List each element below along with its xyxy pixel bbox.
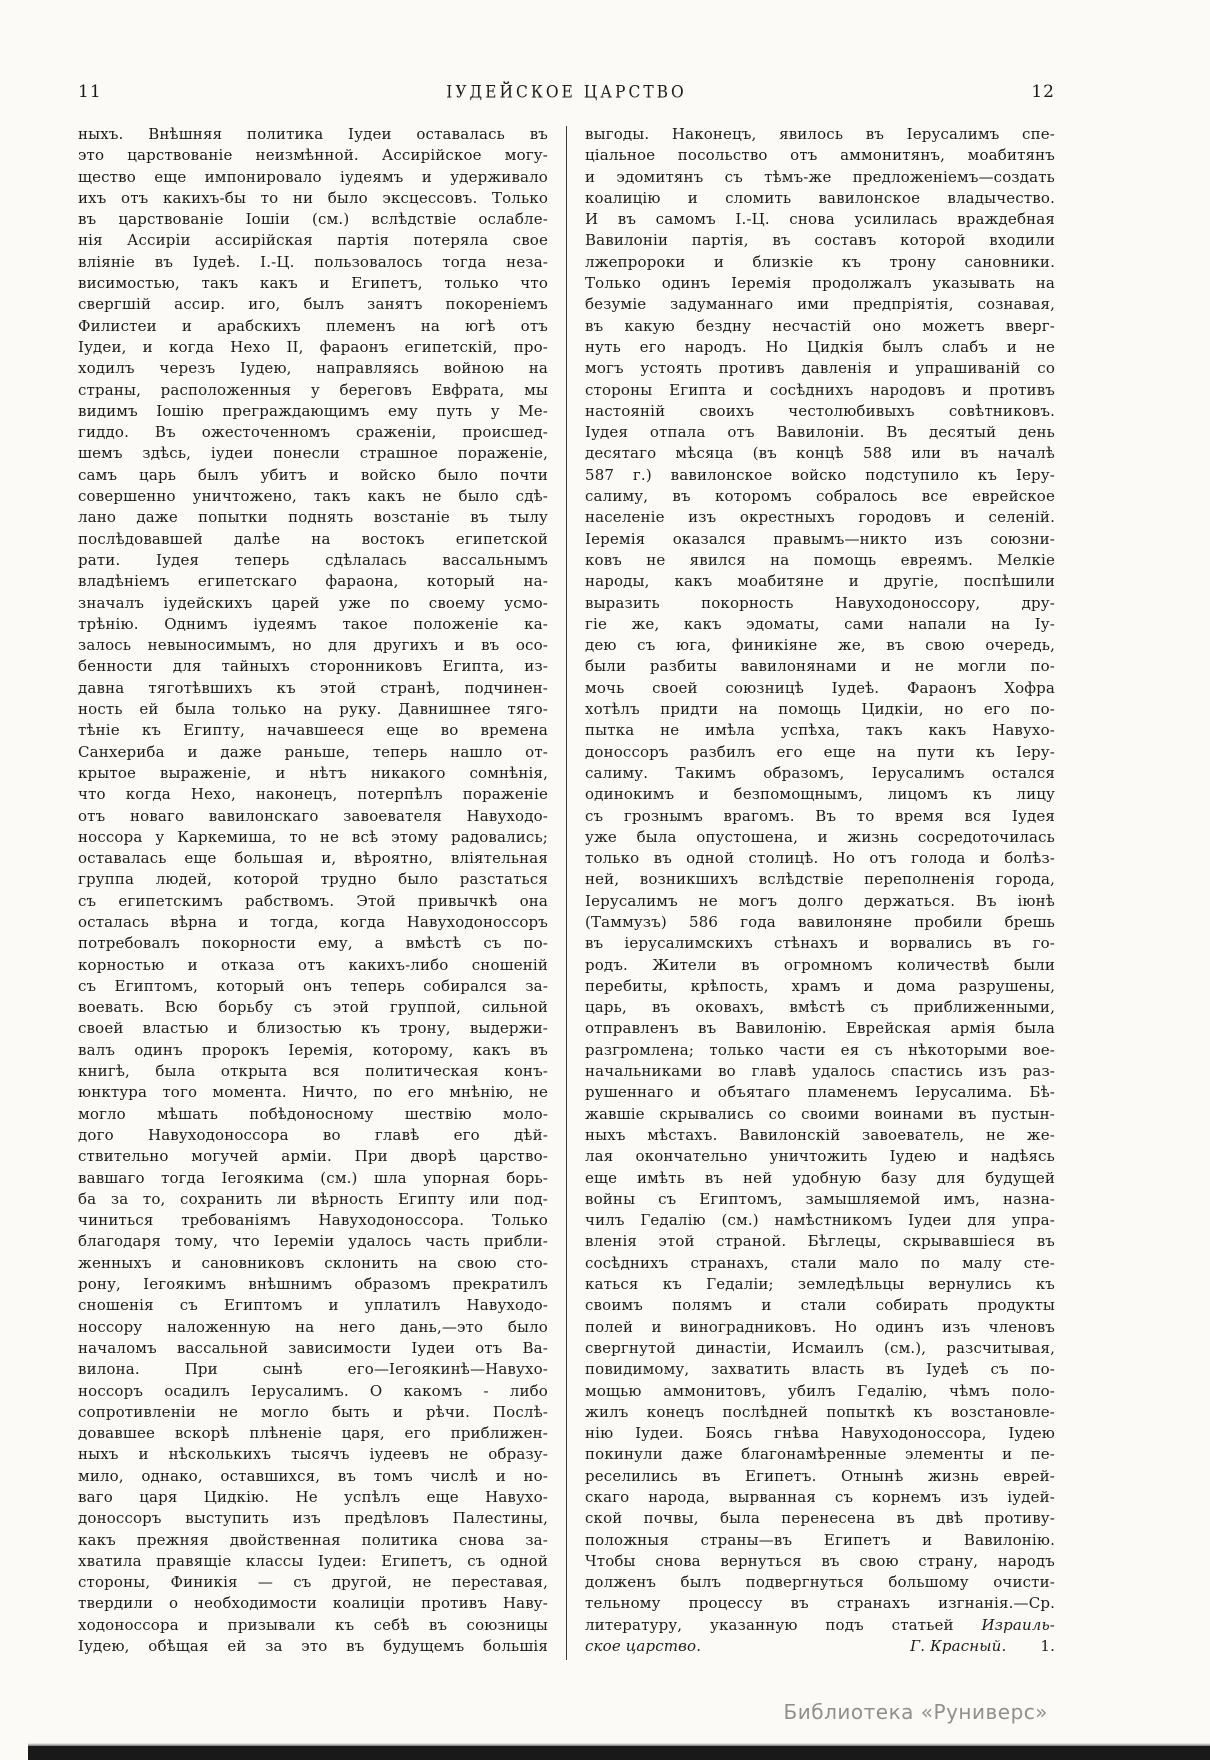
text-line: Вавилоніи партія, въ составъ которой входили (585, 231, 1055, 250)
text-line: твердили о необходимости коалиціи противъ Наву- (78, 1594, 548, 1613)
text-line: были разбиты вавилонянами и не могли по- (585, 657, 1055, 676)
text-line: лая окончательно уничтожить Іудею и надѣясь (585, 1147, 1055, 1166)
text-line: залось невыносимымъ, но для другихъ и въ осо- (78, 636, 548, 655)
text-line: родъ. Жители въ огромномъ количествѣ были (585, 955, 1055, 974)
text-line: чилъ Гедалію (см.) намѣстникомъ Іудеи для упра- (585, 1211, 1055, 1230)
text-line: ствительно могучей арміи. При дворѣ царство- (78, 1147, 548, 1166)
text-line: жавшіе скрывались со своими воинами въ пустын- (585, 1104, 1055, 1123)
text-line: юнктура того момента. Ничто, по его мнѣнію, не (78, 1083, 548, 1102)
text-line: Санхериба и даже раньше, теперь нашло от- (78, 742, 548, 761)
text-line: Чтобы снова вернуться въ свою страну, народъ (585, 1551, 1055, 1570)
text-line: войны съ Египтомъ, замышляемой имъ, назна- (585, 1189, 1055, 1208)
text-line: послѣдовавшей далѣе на востокъ египетской (78, 529, 548, 548)
text-line: скаго народа, вырванная съ корнемъ изъ іудей- (585, 1488, 1055, 1506)
referenced-article-title-part2: ское царство. (585, 1637, 702, 1656)
text-line: коалицію и сломить вавилонское владычество. (585, 188, 1055, 207)
text-line: трѣнію. Однимъ іудеямъ такое положеніе ка- (78, 614, 548, 633)
text-line: ваго царя Цидкію. Не успѣлъ еще Навухо- (78, 1488, 548, 1506)
text-line: въ іерусалимскихъ стѣнахъ и ворвались въ го- (585, 934, 1055, 953)
text-line: осталась вѣрна и тогда, когда Навуходоноссоръ (78, 912, 548, 931)
text-line: владѣніемъ египетскаго фараона, который на- (78, 572, 548, 591)
text-line: только въ одной столицѣ. Но отъ голода и болѣз- (585, 849, 1055, 868)
author-signature: Г. Красный. (910, 1637, 1007, 1656)
text-line: отправленъ въ Вавилонію. Еврейская армія была (585, 1019, 1055, 1038)
text-line: свергнутой династіи, Исмаилъ (см.), разсчитывая, (585, 1338, 1055, 1357)
text-line: съ египетскимъ рабствомъ. Этой привычкѣ она (78, 891, 548, 910)
text-line: пытка не имѣла успѣха, такъ какъ Навухо- (585, 721, 1055, 740)
right-column-lines (585, 124, 1055, 1615)
text-line: какъ прежняя двойственная политика снова за- (78, 1530, 548, 1549)
page-number-right: 12 (1031, 82, 1055, 102)
text-line: населеніе изъ окрестныхъ городовъ и селеній. (585, 508, 1055, 527)
text-line: могло мѣшать побѣдоносному шествію моло- (78, 1104, 548, 1123)
text-line: Іудеи, и когда Нехо II, фараонъ египетскій, про- (78, 337, 548, 356)
text-line: гиддо. Въ ожесточенномъ сраженіи, происшед- (78, 423, 548, 442)
text-line: своимъ полямъ и стали собирать продукты (585, 1296, 1055, 1315)
text-line: самъ царь былъ убитъ и войско было почти (78, 465, 548, 484)
literature-reference-text: литературу, указанную подъ статьей (585, 1615, 982, 1634)
text-line: ковъ не явился на помощь евреямъ. Мелкіе (585, 550, 1055, 569)
text-line: уже была опустошена, и жизнь сосредоточилась (585, 827, 1055, 846)
text-line: одинокимъ и безпомощнымъ, лицомъ къ лицу (585, 785, 1055, 804)
text-line: и эдомитянъ съ тѣмъ-же предложеніемъ—создать (585, 167, 1055, 186)
text-line: доноссоръ выступить изъ предѣловъ Палестины, (78, 1509, 548, 1528)
text-line: ней, возникшихъ вслѣдствіе переполненія города, (585, 870, 1055, 889)
text-line: съ Египтомъ, который онъ теперь собирался за- (78, 976, 548, 995)
text-line: ность ей была только на руку. Давнишнее тяго- (78, 700, 548, 719)
text-line: (Таммузъ) 586 года вавилоняне пробили брешь (585, 912, 1055, 931)
column-gap (548, 124, 585, 1657)
text-line: видимъ Іошію преграждающимъ ему путь у Ме- (78, 401, 548, 420)
text-line: рону, Іегоякимъ внѣшнимъ образомъ прекратилъ (78, 1275, 548, 1294)
text-line: хотѣлъ придти на помощь Цидкіи, но его по- (585, 700, 1055, 719)
text-line: своей властью и близостью къ трону, выдержи- (78, 1019, 548, 1038)
text-line: висимостью, такъ какъ и Египетъ, только что (78, 274, 548, 293)
text-line: страны, расположенныя у береговъ Евфрата, мы (78, 380, 548, 399)
text-line (585, 1615, 1055, 1636)
text-line: Іудею, обѣщая ей за это въ будущемъ большія (78, 1637, 548, 1656)
text-line: лано даже попытки поднять возстаніе въ тылу (78, 508, 548, 527)
text-line: бенности для тайныхъ сторонниковъ Египта, из- (78, 657, 548, 676)
text-line: каться къ Гедаліи; земледѣльцы вернулись къ (585, 1275, 1055, 1294)
text-line: рати. Іудея теперь сдѣлалась вассальнымъ (78, 550, 548, 569)
text-line: безуміе задуманнаго ими предпріятія, сознавая, (585, 295, 1055, 314)
text-line: вавшаго тогда Іегоякима (см.) шла упорная борь- (78, 1168, 548, 1187)
text-line: сосѣднихъ странахъ, стали мало по малу сте- (585, 1253, 1055, 1272)
text-line: разгромлена; только части ея съ нѣкоторыми вое- (585, 1040, 1055, 1059)
text-line: сношенія съ Египтомъ и уплатилъ Навуходо- (78, 1296, 548, 1315)
text-line: валъ одинъ пророкъ Іеремія, которому, какъ въ (78, 1040, 548, 1059)
text-line: нуть его народъ. Но Цидкія былъ слабъ и не (585, 337, 1055, 356)
text-line: 587 г.) вавилонское войско подступило къ Іеру- (585, 465, 1055, 484)
text-line: группа людей, которой трудно было разстаться (78, 870, 548, 889)
text-line: воевать. Всю борьбу съ этой группой, сильной (78, 998, 548, 1017)
text-line: въ какую бездну несчастій оно можетъ вверг- (585, 316, 1055, 335)
text-line: шемъ здѣсь, іудеи понесли страшное пораженіе, (78, 444, 548, 463)
referenced-article-title-part1: Израиль- (981, 1615, 1055, 1634)
text-line: реселились въ Египетъ. Отнынѣ жизнь еврей- (585, 1466, 1055, 1485)
text-line: Іерусалимъ не могъ долго держаться. Въ іюнѣ (585, 891, 1055, 910)
page-title: ІУДЕЙСКОЕ ЦАРСТВО (446, 82, 687, 102)
text-line: потребовалъ покорности ему, а вмѣстѣ съ по- (78, 934, 548, 953)
text-line: въ царствованіе Іошіи (см.) вслѣдствіе ослабле- (78, 210, 548, 229)
text-line: полей и виноградниковъ. Но одинъ изъ членовъ (585, 1317, 1055, 1336)
text-line: ходилъ черезъ Іудею, направляясь войною на (78, 359, 548, 378)
text-line: давна тяготѣвшихъ къ этой странѣ, подчинен- (78, 678, 548, 697)
text-line: благодаря тому, что Іереміи удалось часть прибли- (78, 1232, 548, 1251)
text-line: щество еще импонировало іудеямъ и удерживало (78, 167, 548, 186)
text-line: ихъ отъ какихъ-бы то ни было эксцессовъ. Только (78, 188, 548, 207)
text-line: значалъ іудейскихъ царей уже по своему усмо- (78, 593, 548, 612)
page-header (78, 82, 1055, 108)
text-line: нію Іудеи. Боясь гнѣва Навуходоноссора, Іудею (585, 1424, 1055, 1443)
text-line: гіе же, какъ эдоматы, сами напали на Іу- (585, 614, 1055, 633)
text-line: тельному процессу въ странахъ изгнанія.—Ср. (585, 1594, 1055, 1613)
column-divider (566, 126, 567, 1660)
text-line: ходоноссора и призывали къ себѣ въ союзницы (78, 1615, 548, 1634)
text-line: отъ новаго вавилонскаго завоевателя Навуходо- (78, 806, 548, 825)
text-line: Іудея отпала отъ Вавилоніи. Въ десятый день (585, 423, 1055, 442)
text-line: ныхъ мѣстахъ. Вавилонскій завоеватель, не же- (585, 1125, 1055, 1144)
text-line: Іеремія оказался правымъ—никто изъ союзни- (585, 529, 1055, 548)
text-line: народы, какъ моабитяне и другіе, поспѣшили (585, 572, 1055, 591)
text-line: перебиты, крѣпость, храмъ и дома разрушены, (585, 976, 1055, 995)
text-line: долженъ былъ подвергнуться большому очисти- (585, 1573, 1055, 1592)
text-line: нія Ассиріи ассирійская партія потеряла свое (78, 231, 548, 250)
text-line: свергшій ассир. иго, былъ занятъ покореніемъ (78, 295, 548, 314)
text-line: доноссоръ разбилъ его еще на пути къ Іеру- (585, 742, 1055, 761)
text-line: мило, однако, оставшихся, въ томъ числѣ и но- (78, 1466, 548, 1485)
text-line: что когда Нехо, наконецъ, потерпѣлъ пораженіе (78, 785, 548, 804)
text-line: жилъ конецъ послѣдней попыткѣ къ возстановле- (585, 1402, 1055, 1421)
article-body (78, 124, 1055, 1657)
text-line: женныхъ и сановниковъ склонить на свою сто- (78, 1253, 548, 1272)
text-line: десятаго мѣсяца (въ концѣ 588 или въ началѣ (585, 444, 1055, 463)
text-line: положныя страны—въ Египетъ и Вавилонію. (585, 1530, 1055, 1549)
text-line: еще имѣть въ ней удобную базу для будущей (585, 1168, 1055, 1187)
text-line: ціальное посольство отъ аммонитянъ, моабитянъ (585, 146, 1055, 165)
text-line: мощью аммонитовъ, убилъ Гедалію, чѣмъ поло- (585, 1381, 1055, 1400)
text-line: носсора у Каркемиша, то не всѣ этому радовались; (78, 827, 548, 846)
text-line: съ грознымъ врагомъ. Въ то время вся Іудея (585, 806, 1055, 825)
text-line: салиму, въ которомъ собралось все еврейское (585, 487, 1055, 506)
text-line: рушеннаго и объятаго пламенемъ Іерусалима. Бѣ- (585, 1083, 1055, 1102)
text-line: книгѣ, была открыта вся политическая конъ- (78, 1062, 548, 1081)
text-line: Только одинъ Іеремія продолжалъ указывать на (585, 274, 1055, 293)
scan-edge-bar (28, 1746, 1210, 1760)
text-line: ныхъ. Внѣшняя политика Іудеи оставалась въ (78, 125, 548, 143)
text-line: чиниться требованіямъ Навуходоноссора. Только (78, 1211, 548, 1230)
library-watermark: Библиотека «Руниверс» (783, 1700, 1048, 1724)
text-line: хватила правящіе классы Іудеи: Египетъ, съ одной (78, 1551, 548, 1570)
text-line: вилона. При сынѣ его—Іегоякинѣ—Навухо- (78, 1360, 548, 1379)
text-line: вліяніе въ Іудеѣ. І.-Ц. пользовалось тогда неза- (78, 252, 548, 271)
text-line: дею съ юга, финикіяне же, въ свою очередь, (585, 636, 1055, 655)
text-line: повидимому, захватить власть въ Іудеѣ съ по- (585, 1360, 1055, 1379)
text-line: ныхъ и нѣсколькихъ тысячъ іудеевъ не образу- (78, 1445, 548, 1464)
text-line: ской почвы, была перенесена въ двѣ противу- (585, 1509, 1055, 1528)
text-line: вленія этой страной. Бѣглецы, скрывавшіеся въ (585, 1232, 1055, 1251)
section-mark: 1. (1040, 1637, 1055, 1656)
text-line: выгоды. Наконецъ, явилось въ Іерусалимъ спе- (585, 125, 1055, 143)
text-line: носсору наложенную на него дань,—это было (78, 1317, 548, 1336)
text-line: Филистеи и арабскихъ племенъ на югѣ отъ (78, 316, 548, 335)
text-line: лжепророки и близкіе къ трону сановники. (585, 252, 1055, 271)
text-line: выразить покорность Навуходоноссору, дру- (585, 593, 1055, 612)
text-line: корностью и отказа отъ какихъ-либо сношеній (78, 955, 548, 974)
text-line: началомъ вассальной зависимости Іудеи отъ Ва- (78, 1338, 548, 1357)
text-line: могъ устоять противъ давленія и упрашиваній со (585, 359, 1055, 378)
text-line: тѣніе къ Египту, начавшееся еще во времена (78, 721, 548, 740)
author-signature-group (910, 1636, 1055, 1657)
text-line-signature (585, 1636, 1055, 1657)
text-line: ба за то, сохранить ли вѣрность Египту или под- (78, 1189, 548, 1208)
text-line: это царствованіе неизмѣнной. Ассирійское могу- (78, 146, 548, 165)
text-line: крытое выраженіе, и нѣтъ никакого сомнѣнія, (78, 763, 548, 782)
text-line: носсоръ осадилъ Іерусалимъ. О какомъ - либо (78, 1381, 548, 1400)
text-line: дого Навуходоноссора во главѣ его дѣй- (78, 1125, 548, 1144)
text-line: И въ самомъ І.-Ц. снова усилилась враждебная (585, 210, 1055, 229)
text-line: салиму. Такимъ образомъ, Іерусалимъ остался (585, 763, 1055, 782)
left-column (78, 124, 548, 1657)
text-line: сопротивленіи не могло быть и рѣчи. Послѣ- (78, 1402, 548, 1421)
text-line: оставалась еще большая и, вѣроятно, вліятельная (78, 849, 548, 868)
text-line: стороны, Финикія — съ другой, не переставая, (78, 1573, 548, 1592)
text-line: покинули даже благонамѣренные элементы и пе- (585, 1445, 1055, 1464)
page-number-left: 11 (78, 82, 102, 102)
text-line: начальниками во главѣ удалось спастись изъ раз- (585, 1062, 1055, 1081)
text-line: мочь своей союзницѣ Іудеѣ. Фараонъ Хофра (585, 678, 1055, 697)
right-column (585, 124, 1055, 1657)
text-line: стороны Египта и сосѣднихъ народовъ и противъ (585, 380, 1055, 399)
text-line: совершенно уничтожено, такъ какъ не было сдѣ- (78, 487, 548, 506)
text-line: настояній своихъ честолюбивыхъ совѣтниковъ. (585, 401, 1055, 420)
text-line: довавшее вскорѣ плѣненіе царя, его приближен- (78, 1424, 548, 1443)
text-line: царь, въ оковахъ, вмѣстѣ съ приближенными, (585, 998, 1055, 1017)
